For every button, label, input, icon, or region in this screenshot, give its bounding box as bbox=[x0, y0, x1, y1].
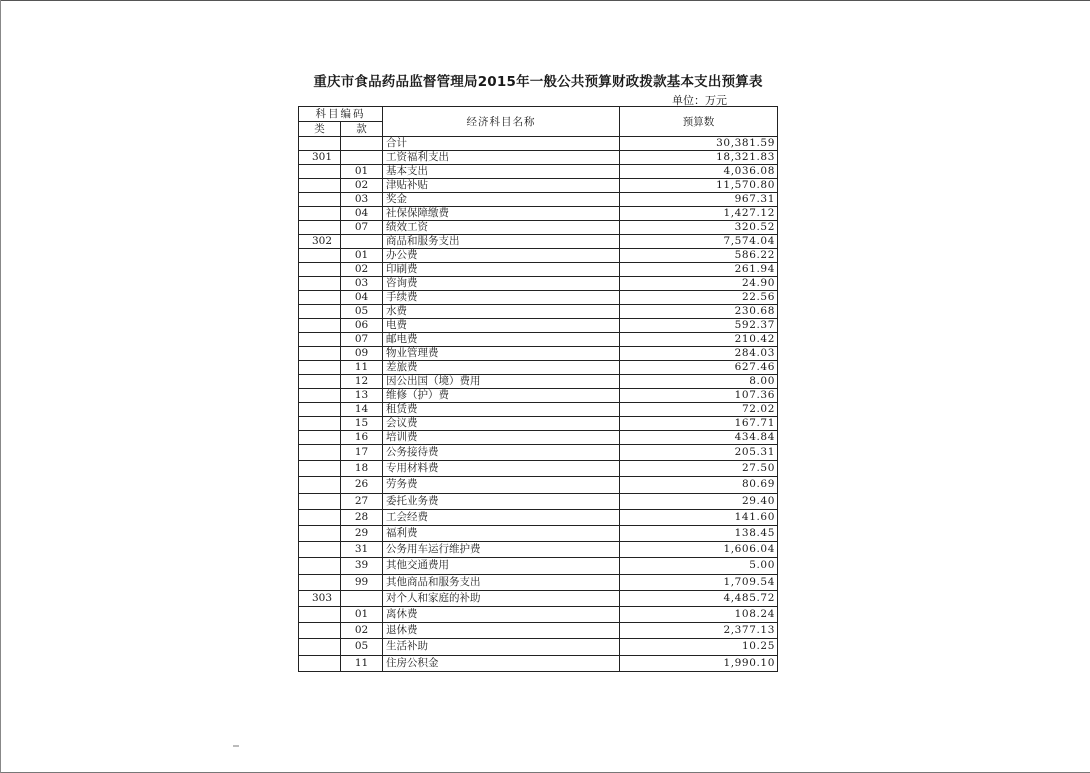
cell-amount: 72.02 bbox=[620, 403, 778, 417]
cell-lei bbox=[299, 361, 341, 375]
cell-name: 奖金 bbox=[383, 193, 620, 207]
cell-amount: 1,427.12 bbox=[620, 207, 778, 221]
cell-kuan: 17 bbox=[341, 445, 383, 461]
cell-amount: 4,036.08 bbox=[620, 165, 778, 179]
table-row bbox=[299, 461, 778, 477]
cell-amount: 261.94 bbox=[620, 263, 778, 277]
table-row bbox=[299, 193, 778, 207]
cell-amount: 592.37 bbox=[620, 319, 778, 333]
cell-kuan: 11 bbox=[341, 655, 383, 671]
cell-name: 对个人和家庭的补助 bbox=[383, 590, 620, 606]
cell-name: 咨询费 bbox=[383, 277, 620, 291]
table-row bbox=[299, 655, 778, 671]
cell-name: 因公出国（境）费用 bbox=[383, 375, 620, 389]
cell-amount: 627.46 bbox=[620, 361, 778, 375]
cell-kuan: 01 bbox=[341, 607, 383, 623]
cell-lei bbox=[299, 417, 341, 431]
cell-name: 印刷费 bbox=[383, 263, 620, 277]
cell-amount: 11,570.80 bbox=[620, 179, 778, 193]
cell-name: 住房公积金 bbox=[383, 655, 620, 671]
cell-amount: 107.36 bbox=[620, 389, 778, 403]
table-row bbox=[299, 431, 778, 445]
cell-name: 绩效工资 bbox=[383, 221, 620, 235]
cell-kuan: 02 bbox=[341, 263, 383, 277]
cell-kuan: 07 bbox=[341, 333, 383, 347]
cell-amount: 108.24 bbox=[620, 607, 778, 623]
cell-lei: 301 bbox=[299, 151, 341, 165]
cell-amount: 8.00 bbox=[620, 375, 778, 389]
cell-amount: 1,990.10 bbox=[620, 655, 778, 671]
cell-kuan: 18 bbox=[341, 461, 383, 477]
cell-name: 生活补助 bbox=[383, 639, 620, 655]
table-row bbox=[299, 361, 778, 375]
cell-lei bbox=[299, 477, 341, 493]
cell-name: 其他交通费用 bbox=[383, 558, 620, 574]
table-row bbox=[299, 179, 778, 193]
cell-lei bbox=[299, 461, 341, 477]
header-row-top bbox=[299, 107, 778, 122]
cell-kuan: 05 bbox=[341, 639, 383, 655]
table-row bbox=[299, 477, 778, 493]
cell-kuan bbox=[341, 137, 383, 151]
cell-lei bbox=[299, 221, 341, 235]
header-amount: 预算数 bbox=[620, 107, 778, 137]
cell-name: 退休费 bbox=[383, 623, 620, 639]
cell-name: 委托业务费 bbox=[383, 493, 620, 509]
cell-lei bbox=[299, 305, 341, 319]
table-row bbox=[299, 389, 778, 403]
cell-amount: 138.45 bbox=[620, 526, 778, 542]
cell-kuan bbox=[341, 235, 383, 249]
cell-amount: 1,709.54 bbox=[620, 574, 778, 590]
cell-name: 公务用车运行维护费 bbox=[383, 542, 620, 558]
cell-kuan: 03 bbox=[341, 277, 383, 291]
table-row bbox=[299, 263, 778, 277]
cell-kuan: 26 bbox=[341, 477, 383, 493]
cell-kuan: 27 bbox=[341, 493, 383, 509]
table-row bbox=[299, 509, 778, 525]
cell-lei bbox=[299, 263, 341, 277]
cell-lei bbox=[299, 445, 341, 461]
cell-name: 办公费 bbox=[383, 249, 620, 263]
cell-lei bbox=[299, 389, 341, 403]
cell-lei bbox=[299, 403, 341, 417]
cell-amount: 30,381.59 bbox=[620, 137, 778, 151]
cell-amount: 7,574.04 bbox=[620, 235, 778, 249]
cell-name: 其他商品和服务支出 bbox=[383, 574, 620, 590]
table-row bbox=[299, 375, 778, 389]
cell-amount: 284.03 bbox=[620, 347, 778, 361]
cell-kuan: 11 bbox=[341, 361, 383, 375]
header-code: 科目编码 bbox=[299, 107, 383, 122]
cell-name: 商品和服务支出 bbox=[383, 235, 620, 249]
cell-amount: 210.42 bbox=[620, 333, 778, 347]
cell-name: 水费 bbox=[383, 305, 620, 319]
table-row bbox=[299, 623, 778, 639]
table-row bbox=[299, 347, 778, 361]
cell-name: 物业管理费 bbox=[383, 347, 620, 361]
table-row bbox=[299, 493, 778, 509]
table-row bbox=[299, 590, 778, 606]
cell-amount: 434.84 bbox=[620, 431, 778, 445]
cell-name: 培训费 bbox=[383, 431, 620, 445]
cell-name: 基本支出 bbox=[383, 165, 620, 179]
cell-lei: 302 bbox=[299, 235, 341, 249]
cell-amount: 2,377.13 bbox=[620, 623, 778, 639]
cell-amount: 1,606.04 bbox=[620, 542, 778, 558]
cell-kuan: 03 bbox=[341, 193, 383, 207]
table-row bbox=[299, 607, 778, 623]
cell-lei bbox=[299, 558, 341, 574]
cell-kuan: 99 bbox=[341, 574, 383, 590]
table-row bbox=[299, 526, 778, 542]
cell-kuan: 01 bbox=[341, 249, 383, 263]
table-row bbox=[299, 558, 778, 574]
cell-amount: 586.22 bbox=[620, 249, 778, 263]
table-row bbox=[299, 403, 778, 417]
cell-name: 津贴补贴 bbox=[383, 179, 620, 193]
table-row bbox=[299, 137, 778, 151]
cell-kuan: 01 bbox=[341, 165, 383, 179]
cell-lei bbox=[299, 493, 341, 509]
cell-name: 电费 bbox=[383, 319, 620, 333]
header-name: 经济科目名称 bbox=[383, 107, 620, 137]
cell-name: 会议费 bbox=[383, 417, 620, 431]
cell-kuan: 14 bbox=[341, 403, 383, 417]
cell-name: 邮电费 bbox=[383, 333, 620, 347]
cell-name: 福利费 bbox=[383, 526, 620, 542]
cell-amount: 18,321.83 bbox=[620, 151, 778, 165]
cell-lei bbox=[299, 291, 341, 305]
cell-name: 合计 bbox=[383, 137, 620, 151]
table-row bbox=[299, 221, 778, 235]
cell-lei bbox=[299, 623, 341, 639]
cell-lei bbox=[299, 375, 341, 389]
cell-kuan bbox=[341, 151, 383, 165]
table-row bbox=[299, 639, 778, 655]
cell-amount: 967.31 bbox=[620, 193, 778, 207]
table-row bbox=[299, 319, 778, 333]
scan-top-edge bbox=[0, 0, 1090, 1]
cell-kuan: 31 bbox=[341, 542, 383, 558]
cell-lei bbox=[299, 542, 341, 558]
cell-name: 租赁费 bbox=[383, 403, 620, 417]
budget-table bbox=[298, 106, 778, 672]
header-kuan: 款 bbox=[341, 122, 383, 137]
cell-kuan: 02 bbox=[341, 179, 383, 193]
budget-table-body bbox=[299, 107, 778, 672]
cell-kuan: 06 bbox=[341, 319, 383, 333]
cell-kuan: 39 bbox=[341, 558, 383, 574]
cell-lei bbox=[299, 179, 341, 193]
table-row bbox=[299, 445, 778, 461]
cell-lei bbox=[299, 319, 341, 333]
cell-lei: 303 bbox=[299, 590, 341, 606]
cell-lei bbox=[299, 509, 341, 525]
table-row bbox=[299, 249, 778, 263]
cell-name: 专用材料费 bbox=[383, 461, 620, 477]
document-title: 重庆市食品药品监督管理局2015年一般公共预算财政拨款基本支出预算表 bbox=[313, 74, 763, 90]
header-lei: 类 bbox=[299, 122, 341, 137]
cell-lei bbox=[299, 277, 341, 291]
cell-name: 工会经费 bbox=[383, 509, 620, 525]
cell-name: 公务接待费 bbox=[383, 445, 620, 461]
cell-amount: 205.31 bbox=[620, 445, 778, 461]
cell-name: 劳务费 bbox=[383, 477, 620, 493]
unit-label: 单位：万元 bbox=[672, 94, 727, 107]
cell-amount: 29.40 bbox=[620, 493, 778, 509]
table-row bbox=[299, 235, 778, 249]
scan-speck bbox=[233, 745, 239, 747]
cell-name: 社保保障缴费 bbox=[383, 207, 620, 221]
cell-lei bbox=[299, 165, 341, 179]
table-row bbox=[299, 291, 778, 305]
cell-amount: 4,485.72 bbox=[620, 590, 778, 606]
table-row bbox=[299, 207, 778, 221]
cell-amount: 5.00 bbox=[620, 558, 778, 574]
cell-name: 维修（护）费 bbox=[383, 389, 620, 403]
cell-kuan: 15 bbox=[341, 417, 383, 431]
cell-name: 手续费 bbox=[383, 291, 620, 305]
cell-lei bbox=[299, 655, 341, 671]
cell-kuan: 07 bbox=[341, 221, 383, 235]
cell-amount: 230.68 bbox=[620, 305, 778, 319]
cell-name: 差旅费 bbox=[383, 361, 620, 375]
cell-lei bbox=[299, 607, 341, 623]
table-row bbox=[299, 574, 778, 590]
cell-lei bbox=[299, 574, 341, 590]
table-row bbox=[299, 542, 778, 558]
cell-kuan: 16 bbox=[341, 431, 383, 445]
scan-left-edge bbox=[0, 0, 1, 773]
cell-kuan: 12 bbox=[341, 375, 383, 389]
table-row bbox=[299, 165, 778, 179]
cell-lei bbox=[299, 249, 341, 263]
cell-lei bbox=[299, 347, 341, 361]
cell-kuan: 28 bbox=[341, 509, 383, 525]
cell-lei bbox=[299, 207, 341, 221]
table-row bbox=[299, 151, 778, 165]
cell-lei bbox=[299, 193, 341, 207]
cell-lei bbox=[299, 431, 341, 445]
cell-kuan: 04 bbox=[341, 291, 383, 305]
table-row bbox=[299, 417, 778, 431]
cell-amount: 10.25 bbox=[620, 639, 778, 655]
table-row bbox=[299, 277, 778, 291]
cell-kuan: 04 bbox=[341, 207, 383, 221]
cell-kuan: 05 bbox=[341, 305, 383, 319]
cell-amount: 167.71 bbox=[620, 417, 778, 431]
cell-kuan: 09 bbox=[341, 347, 383, 361]
cell-amount: 80.69 bbox=[620, 477, 778, 493]
cell-amount: 27.50 bbox=[620, 461, 778, 477]
cell-kuan: 13 bbox=[341, 389, 383, 403]
cell-amount: 24.90 bbox=[620, 277, 778, 291]
cell-kuan bbox=[341, 590, 383, 606]
cell-lei bbox=[299, 333, 341, 347]
cell-amount: 22.56 bbox=[620, 291, 778, 305]
cell-amount: 141.60 bbox=[620, 509, 778, 525]
cell-lei bbox=[299, 639, 341, 655]
cell-name: 工资福利支出 bbox=[383, 151, 620, 165]
cell-kuan: 29 bbox=[341, 526, 383, 542]
cell-lei bbox=[299, 526, 341, 542]
cell-kuan: 02 bbox=[341, 623, 383, 639]
cell-name: 离休费 bbox=[383, 607, 620, 623]
table-row bbox=[299, 333, 778, 347]
cell-amount: 320.52 bbox=[620, 221, 778, 235]
table-row bbox=[299, 305, 778, 319]
cell-lei bbox=[299, 137, 341, 151]
